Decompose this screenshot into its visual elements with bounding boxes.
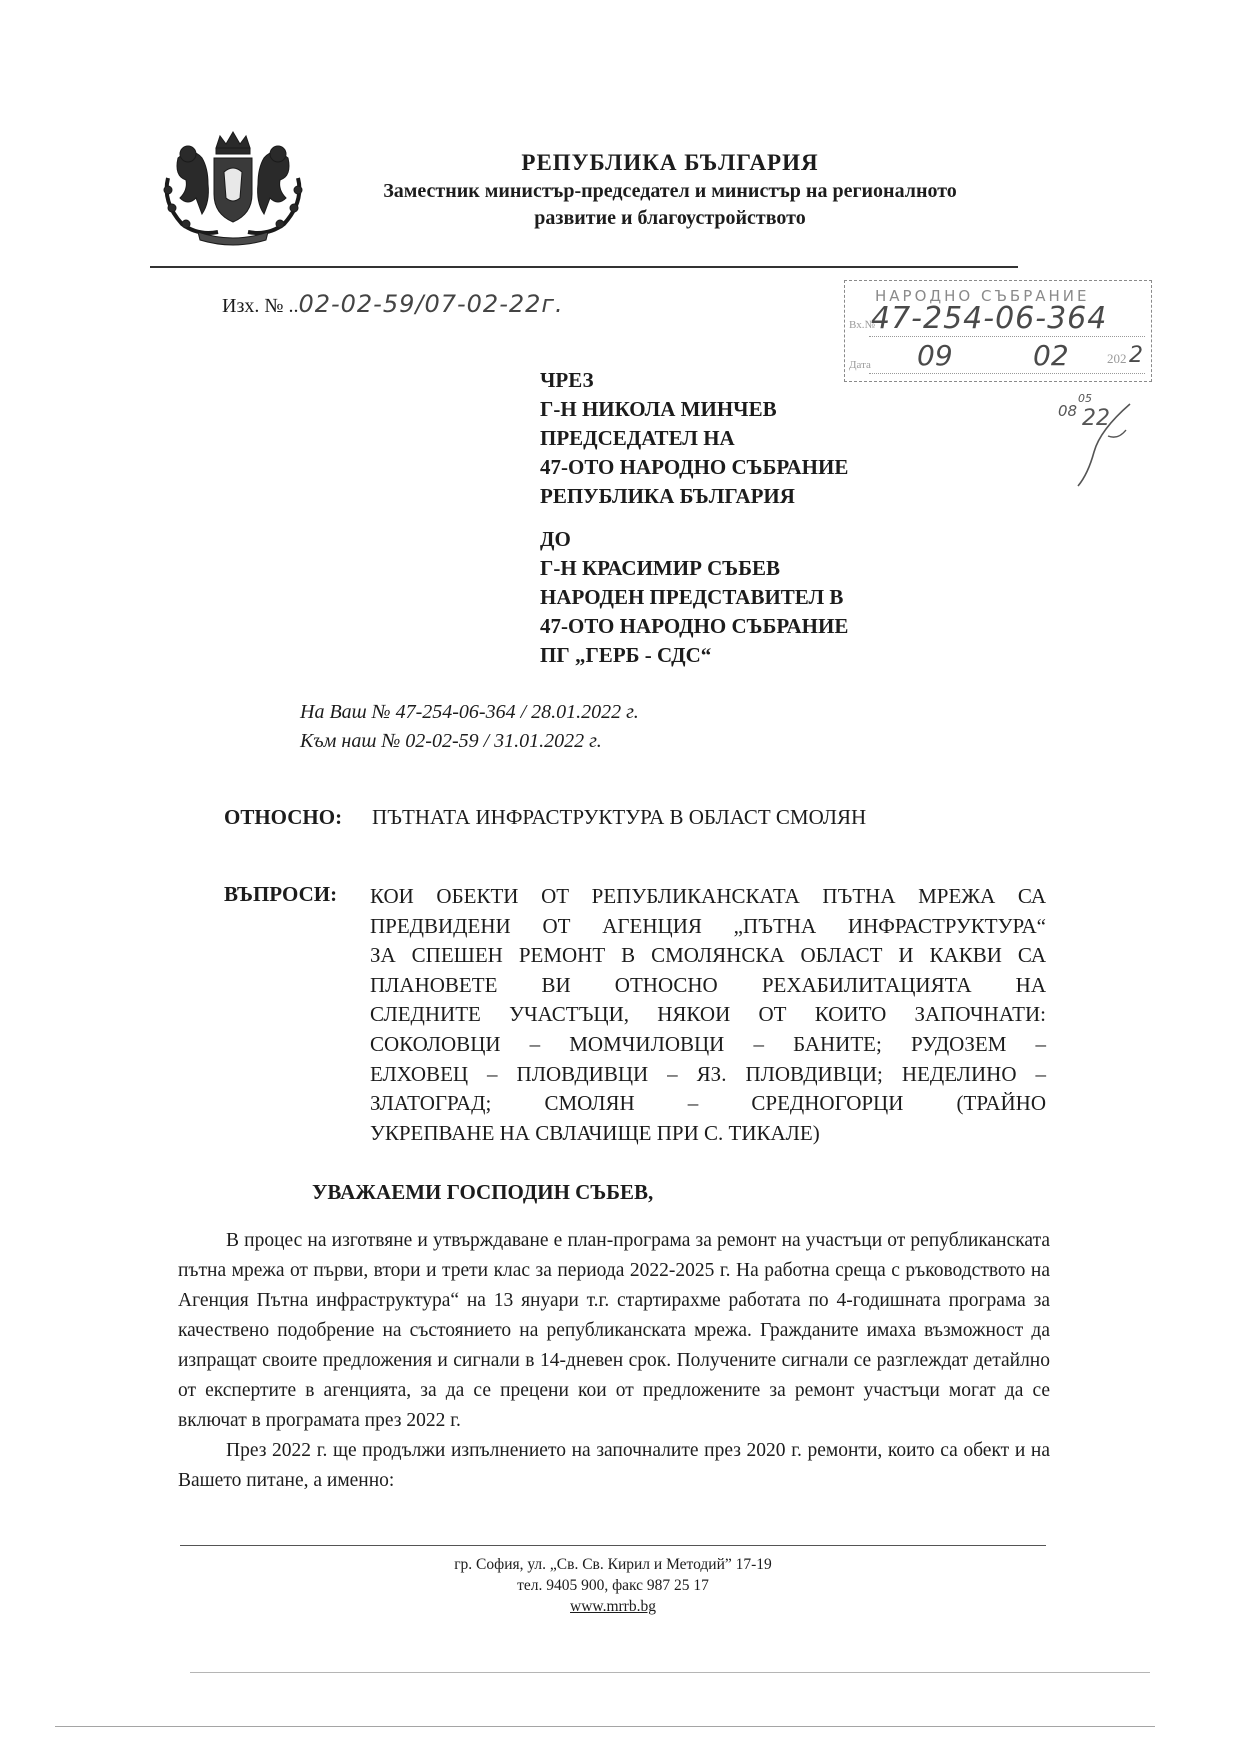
questions-line: ЕЛХОВЕЦ – ПЛОВДИВЦИ – ЯЗ. ПЛОВДИВЦИ; НЕДЕЛИНО – (370, 1061, 1046, 1086)
questions-line: КОИ ОБЕКТИ ОТ РЕПУБЛИКАНСКАТА ПЪТНА МРЕЖА СА (370, 884, 1046, 908)
stamp-day: 09 (917, 339, 953, 372)
to-recipient (540, 525, 848, 670)
stamp-title: НАРОДНО СЪБРАНИЕ (875, 287, 1090, 305)
stamp-year-prefix: 202 (1107, 351, 1127, 366)
to-label: ДО (540, 527, 571, 551)
outgoing-number-label: Изх. № (222, 295, 284, 317)
handwritten-note-year: 22 (1082, 406, 1110, 431)
stamp-month: 02 (1033, 339, 1069, 372)
stamp-dotted-line (869, 373, 1145, 374)
stamp-number-label: Вх.№ (849, 319, 875, 331)
reference-ours: Към наш № 02-02-59 / 31.01.2022 г. (300, 730, 602, 752)
footer-address: гр. София, ул. „Св. Св. Кирил и Методий” 17-19 (454, 1556, 772, 1573)
outgoing-number: Изх. № ..02-02-59/07-02-22г. (222, 290, 564, 318)
subject-label: ОТНОСНО: (224, 805, 343, 829)
to-group: ПГ „ГЕРБ - СДС“ (540, 643, 712, 667)
footer-divider (180, 1545, 1046, 1546)
letter-body (178, 1226, 1050, 1496)
questions-line: УКРЕПВАНЕ НА СВЛАЧИЩЕ ПРИ С. ТИКАЛЕ) (370, 1120, 820, 1145)
via-country: РЕПУБЛИКА БЪЛГАРИЯ (540, 484, 795, 508)
to-name: Г-Н КРАСИМИР СЪБЕВ (540, 556, 781, 580)
stamp-number: 47-254-06-364 (871, 301, 1108, 336)
handwritten-note-top: 05 (1078, 392, 1092, 405)
via-name: Г-Н НИКОЛА МИНЧЕВ (540, 397, 777, 421)
letterhead-ministry-line-2: развитие и благоустройството (534, 207, 806, 229)
questions-line: СЛЕДНИТЕ УЧАСТЪЦИ, НЯКОИ ОТ КОИТО ЗАПОЧНАТИ: (370, 1002, 1046, 1027)
body-paragraph: В процес на изготвяне и утвърждаване е план-програма за ремонт на участъци от републиканската пътна мрежа от първи, втори и трети клас за периода 2022-2025 г. На работна среща с ръководството на Агенция Пътна инфраструктура“ на 13 януари т.г. стартирахме работата по 4-годишната програма за качествено подобрение на състоянието на републиканската мрежа. Гражданите имаха възможност да изпращат своите предложения и сигнали в 14-дневен срок. Получените сигнали се разглеждат детайлно от експертите в агенцията, за да се прецени кои от предложените за ремонт участъци могат да се включат в програмата през 2022 г. (178, 1230, 1050, 1431)
letterhead-divider (150, 266, 1018, 268)
handwritten-signature-icon (1060, 400, 1140, 490)
questions-label: ВЪПРОСИ: (224, 882, 338, 906)
registry-stamp (844, 280, 1152, 382)
footer-phones: тел. 9405 900, факс 987 25 17 (517, 1577, 709, 1594)
stamp-year-suffix: 2 (1129, 343, 1143, 368)
via-institution: 47-ОТО НАРОДНО СЪБРАНИЕ (540, 455, 849, 479)
subject-line (224, 805, 866, 830)
scan-artifact-line (190, 1672, 1150, 1673)
subject-text: ПЪТНАТА ИНФРАСТРУКТУРА В ОБЛАСТ СМОЛЯН (372, 805, 867, 829)
letterhead (320, 150, 1020, 230)
questions-line: ЗА СПЕШЕН РЕМОНТ В СМОЛЯНСКА ОБЛАСТ И КАКВИ СА (370, 943, 1046, 968)
stamp-date-label: Дата (849, 359, 871, 371)
salutation: УВАЖАЕМИ ГОСПОДИН СЪБЕВ, (312, 1180, 654, 1204)
handwritten-note-main: 08 (1058, 402, 1078, 420)
footer-website-link[interactable]: www.mrrb.bg (570, 1598, 656, 1615)
letterhead-ministry-line-1: Заместник министър-председател и министър на регионалното (383, 180, 957, 202)
questions-text (370, 882, 1046, 1148)
stamp-dotted-line (869, 336, 1145, 337)
letterhead-country: РЕПУБЛИКА БЪЛГАРИЯ (521, 150, 819, 175)
to-position: НАРОДЕН ПРЕДСТАВИТЕЛ В (540, 585, 844, 609)
questions-line: ПЛАНОВЕТЕ ВИ ОТНОСНО РЕХАБИЛИТАЦИЯТА НА (370, 972, 1046, 997)
questions-line: ЗЛАТОГРАД; СМОЛЯН – СРЕДНОГОРЦИ (ТРАЙНО (370, 1091, 1046, 1116)
reference-yours: На Ваш № 47-254-06-364 / 28.01.2022 г. (300, 701, 639, 723)
footer (180, 1554, 1046, 1617)
via-position: ПРЕДСЕДАТЕЛ НА (540, 426, 735, 450)
via-recipient (540, 366, 848, 511)
questions-line: СОКОЛОВЦИ – МОМЧИЛОВЦИ – БАНИТЕ; РУДОЗЕМ – (370, 1031, 1046, 1056)
outgoing-number-value: 02-02-59/07-02-22г. (298, 290, 564, 318)
to-institution: 47-ОТО НАРОДНО СЪБРАНИЕ (540, 614, 849, 638)
reference-numbers (300, 698, 639, 756)
questions-line: ПРЕДВИДЕНИ ОТ АГЕНЦИЯ „ПЪТНА ИНФРАСТРУКТУРА“ (370, 913, 1046, 938)
via-label: ЧРЕЗ (540, 368, 594, 392)
scan-artifact-line (55, 1726, 1155, 1727)
body-paragraph: През 2022 г. ще продължи изпълнението на започналите през 2020 г. ремонти, които са обект и на Вашето питане, а именно: (178, 1440, 1050, 1491)
coat-of-arms-icon (158, 128, 308, 246)
